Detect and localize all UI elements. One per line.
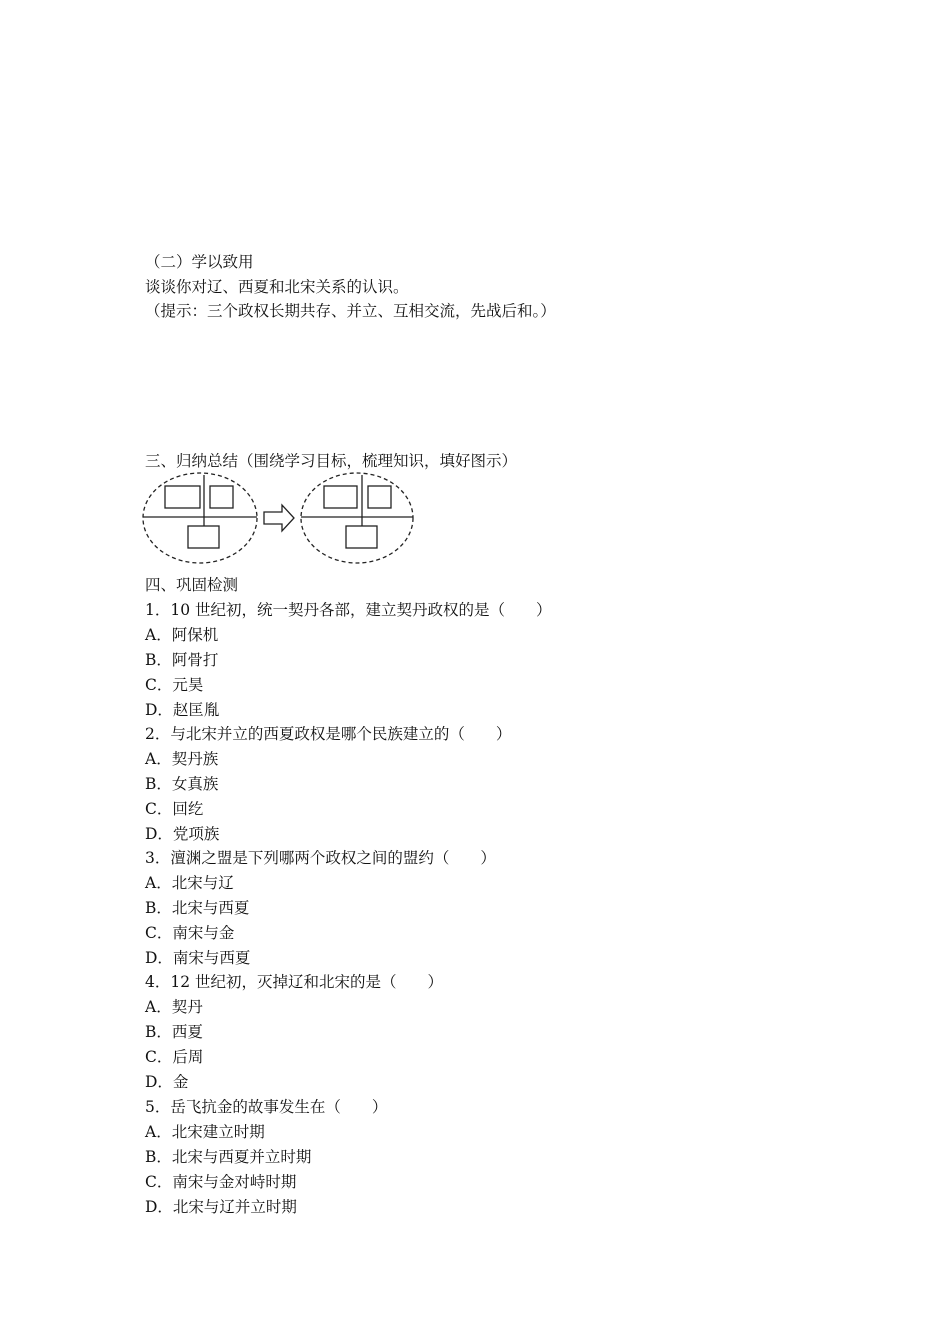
question-5-option-c[interactable]: C．南宋与金对峙时期 <box>145 1173 297 1191</box>
question-5-option-d[interactable]: D．北宋与辽并立时期 <box>145 1198 297 1216</box>
question-3-option-b[interactable]: B．北宋与西夏 <box>145 899 250 917</box>
question-1-option-b[interactable]: B．阿骨打 <box>145 651 219 669</box>
right-box-top-right[interactable] <box>368 486 391 508</box>
question-4-option-a[interactable]: A．契丹 <box>145 998 203 1016</box>
question-2-option-a[interactable]: A．契丹族 <box>145 750 219 768</box>
question-4-stem: 4．12 世纪初，灭掉辽和北宋的是（ ） <box>145 973 444 991</box>
section3-heading: 三、归纳总结（围绕学习目标，梳理知识，填好图示） <box>145 452 518 470</box>
question-2-stem: 2．与北宋并立的西夏政权是哪个民族建立的（ ） <box>145 725 512 743</box>
question-2-option-d[interactable]: D．党项族 <box>145 825 220 843</box>
question-1-option-c[interactable]: C．元昊 <box>145 676 204 694</box>
question-1-option-a[interactable]: A．阿保机 <box>145 626 219 644</box>
section2-prompt: 谈谈你对辽、西夏和北宋关系的认识。 <box>145 278 409 296</box>
left-ellipse-group <box>143 473 257 563</box>
question-5-option-a[interactable]: A．北宋建立时期 <box>145 1123 265 1141</box>
question-5-stem: 5．岳飞抗金的故事发生在（ ） <box>145 1098 388 1116</box>
summary-diagram <box>140 470 425 570</box>
question-4-option-b[interactable]: B．西夏 <box>145 1023 203 1041</box>
question-1-option-d[interactable]: D．赵匡胤 <box>145 701 220 719</box>
section4-heading: 四、巩固检测 <box>145 576 239 594</box>
left-box-top-left[interactable] <box>165 486 200 508</box>
section2-hint: （提示：三个政权长期共存、并立、互相交流，先战后和。） <box>145 302 556 320</box>
question-5-option-b[interactable]: B．北宋与西夏并立时期 <box>145 1148 312 1166</box>
question-3-stem: 3．澶渊之盟是下列哪两个政权之间的盟约（ ） <box>145 849 496 867</box>
right-box-bottom[interactable] <box>346 526 377 548</box>
right-box-top-left[interactable] <box>324 486 357 508</box>
arrow-right-icon <box>264 505 294 531</box>
question-2-option-c[interactable]: C．回纥 <box>145 800 204 818</box>
left-box-bottom[interactable] <box>188 526 219 548</box>
question-3-option-d[interactable]: D．南宋与西夏 <box>145 949 251 967</box>
question-4-option-d[interactable]: D．金 <box>145 1073 189 1091</box>
right-ellipse-group <box>301 473 413 563</box>
question-2-option-b[interactable]: B．女真族 <box>145 775 219 793</box>
question-3-option-a[interactable]: A．北宋与辽 <box>145 874 234 892</box>
question-4-option-c[interactable]: C．后周 <box>145 1048 204 1066</box>
section2-heading: （二）学以致用 <box>145 253 254 271</box>
question-1-stem: 1．10 世纪初，统一契丹各部，建立契丹政权的是（ ） <box>145 601 552 619</box>
left-box-top-right[interactable] <box>210 486 233 508</box>
question-3-option-c[interactable]: C．南宋与金 <box>145 924 235 942</box>
